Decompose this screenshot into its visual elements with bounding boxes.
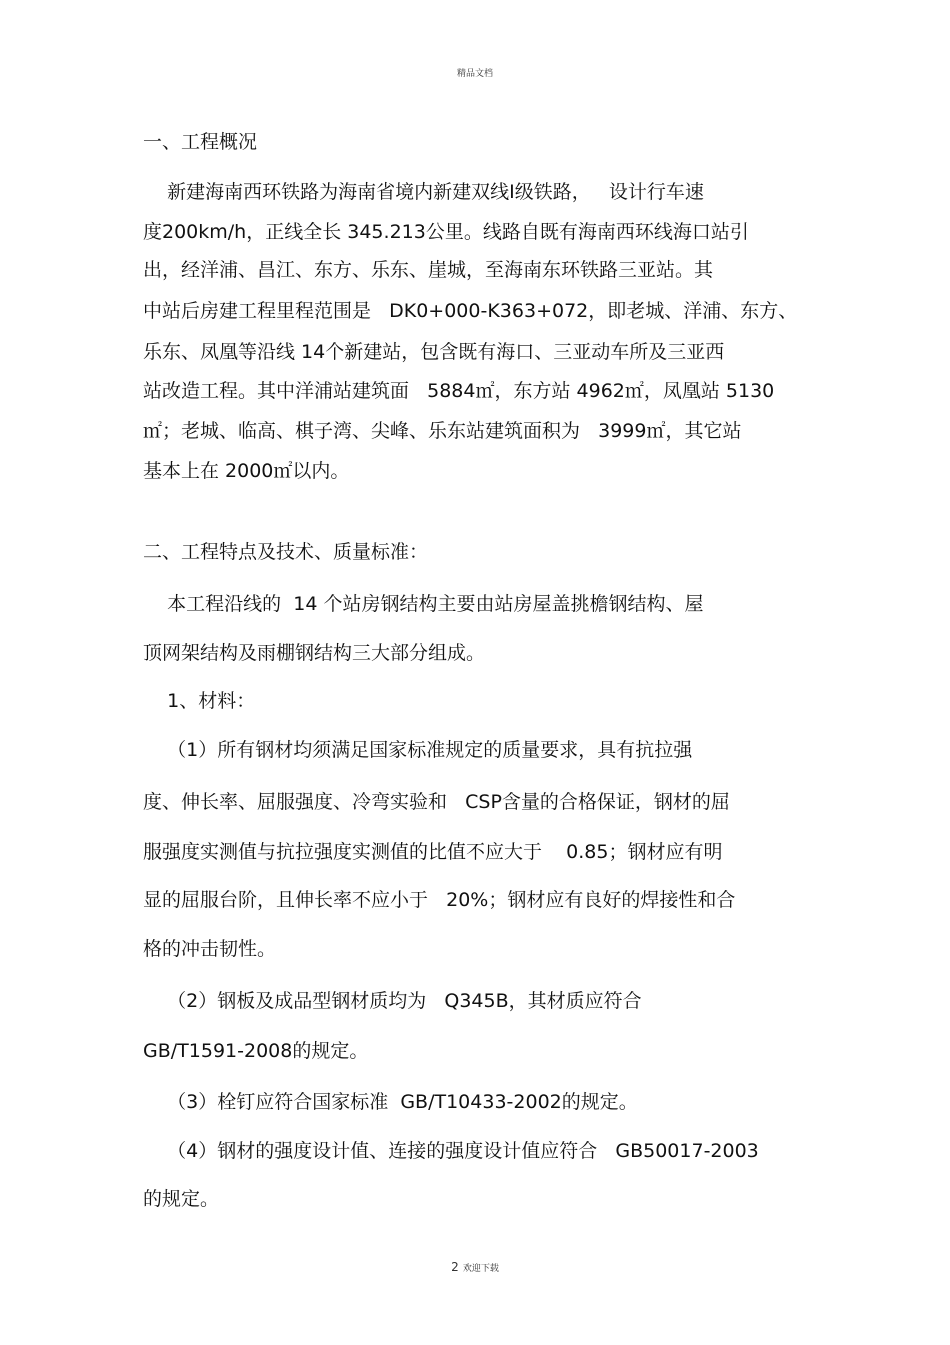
paragraph-line: 度200km/h，正线全长 345.213公里。线路自既有海南西环线海口站引 xyxy=(143,221,749,243)
paragraph-line: 中站后房建工程里程范围是 DK0+000-K363+072，即老城、洋浦、东方、 xyxy=(143,300,798,322)
paragraph-line: 的规定。 xyxy=(143,1188,220,1210)
paragraph-line: 本工程沿线的 14 个站房钢结构主要由站房屋盖挑檐钢结构、屋 xyxy=(143,593,704,615)
section-heading-overview: 一、工程概况 xyxy=(143,131,258,153)
section-heading-features: 二、工程特点及技术、质量标准： xyxy=(143,541,429,563)
paragraph-line: （4）钢材的强度设计值、连接的强度设计值应符合 GB50017-2003 xyxy=(143,1140,759,1162)
paragraph-line: 1、材料： xyxy=(143,690,256,712)
paragraph-line: 显的屈服台阶，且伸长率不应小于 20%；钢材应有良好的焊接性和合 xyxy=(143,889,736,911)
paragraph-line: 格的冲击韧性。 xyxy=(143,938,277,960)
paragraph-line: （2）钢板及成品型钢材质均为 Q345B，其材质应符合 xyxy=(143,990,642,1012)
page-header: 精品文档 xyxy=(456,69,493,79)
paragraph-line: 新建海南西环铁路为海南省境内新建双线Ⅰ级铁路， 设计行车速 xyxy=(143,181,704,203)
paragraph-line: 基本上在 2000㎡以内。 xyxy=(143,460,350,482)
page-number: 2 xyxy=(451,1260,459,1274)
paragraph-line: 度、伸长率、屈服强度、冷弯实验和 CSP含量的合格保证，钢材的屈 xyxy=(143,791,730,813)
footer-text: 欢迎下载 xyxy=(462,1264,499,1274)
paragraph-line: 服强度实测值与抗拉强度实测值的比值不应大于 0.85；钢材应有明 xyxy=(143,841,723,863)
paragraph-line: 站改造工程。其中洋浦站建筑面 5884㎡，东方站 4962㎡，凤凰站 5130 xyxy=(143,380,775,402)
paragraph-line: 顶网架结构及雨棚钢结构三大部分组成。 xyxy=(143,642,486,664)
paragraph-line: （3）栓钉应符合国家标准 GB/T10433-2002的规定。 xyxy=(143,1091,638,1113)
paragraph-line: ㎡；老城、临高、棋子湾、尖峰、乐东站建筑面积为 3999㎡，其它站 xyxy=(143,420,742,442)
page-footer xyxy=(0,1260,950,1274)
paragraph-line: GB/T1591-2008的规定。 xyxy=(143,1040,369,1062)
paragraph-line: 出，经洋浦、昌江、东方、乐东、崖城，至海南东环铁路三亚站。其 xyxy=(143,259,714,281)
paragraph-line: 乐东、凤凰等沿线 14个新建站，包含既有海口、三亚动车所及三亚西 xyxy=(143,341,725,363)
paragraph-line: （1）所有钢材均须满足国家标准规定的质量要求，具有抗拉强 xyxy=(143,739,693,761)
